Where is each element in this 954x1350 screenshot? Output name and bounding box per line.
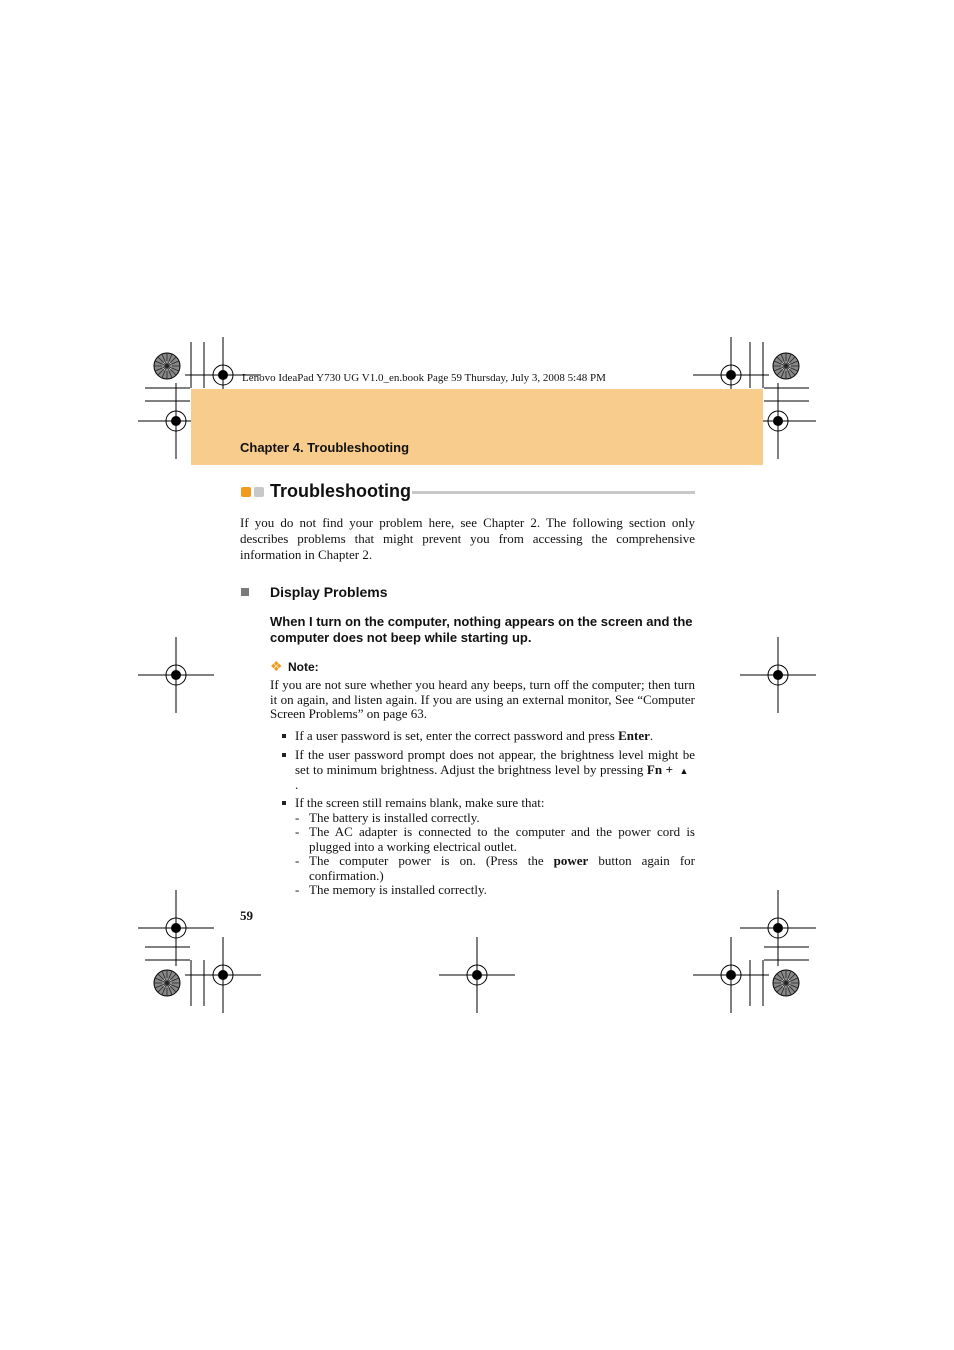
brightness-up-icon: ▲ (679, 765, 689, 776)
check-memory: The memory is installed correctly. (309, 882, 487, 897)
bullet-blank-screen: If the screen still remains blank, make sure that: (295, 795, 545, 810)
check-power: The computer power is on. (Press the power button again for confirmation.) (309, 853, 695, 883)
page-number: 59 (240, 908, 253, 923)
bullet-icon (282, 734, 286, 738)
chapter-title: Chapter 4. Troubleshooting (240, 440, 410, 455)
orange-square-icon (241, 487, 251, 497)
intro-paragraph: If you do not find your problem here, see Chapter 2. The following section only describes problems that might prevent you from accessing the comprehensive information in Chapter 2. (240, 515, 695, 562)
fn-key: Fn + (646, 761, 673, 777)
dash-icon: - (295, 824, 300, 839)
print-header: Lenovo IdeaPad Y730 UG V1.0_en.book Page 59 Thursday, July 3, 2008 5:48 PM (242, 372, 606, 384)
bullet-brightness: If the user password prompt does not appear, the brightness level might be set to minimum brightness. Adjust the brightness level by pressing Fn + ▲. (295, 747, 695, 792)
title-rule (412, 491, 695, 494)
bullet-icon (282, 801, 286, 805)
question-heading: When I turn on the computer, nothing appears on the screen and the computer does not beep while starting up. (270, 614, 693, 645)
bullet-icon (282, 753, 286, 757)
dash-icon: - (295, 882, 300, 897)
check-battery: The battery is installed correctly. (309, 810, 480, 825)
bullet-password: If a user password is set, enter the correct password and press Enter. (295, 728, 654, 743)
dash-icon: - (295, 810, 300, 825)
dash-icon: - (295, 853, 300, 868)
note-text: If you are not sure whether you heard any beeps, turn off the computer; then turn it on again, and listen again. If you are using an external monitor, See “Computer Screen Problems” on page 63. (270, 677, 695, 721)
check-ac-adapter: The AC adapter is connected to the computer and the power cord is plugged into a working electrical outlet. (309, 824, 695, 854)
gray-square-icon (254, 487, 264, 497)
note-label: Note: (288, 660, 319, 674)
power-key: power (553, 853, 589, 868)
square-bullet-icon (241, 588, 249, 596)
enter-key: Enter (618, 728, 650, 743)
section-title: Troubleshooting (270, 481, 411, 501)
subsection-title: Display Problems (270, 584, 388, 600)
note-diamond-icon: ❖ (270, 660, 283, 675)
